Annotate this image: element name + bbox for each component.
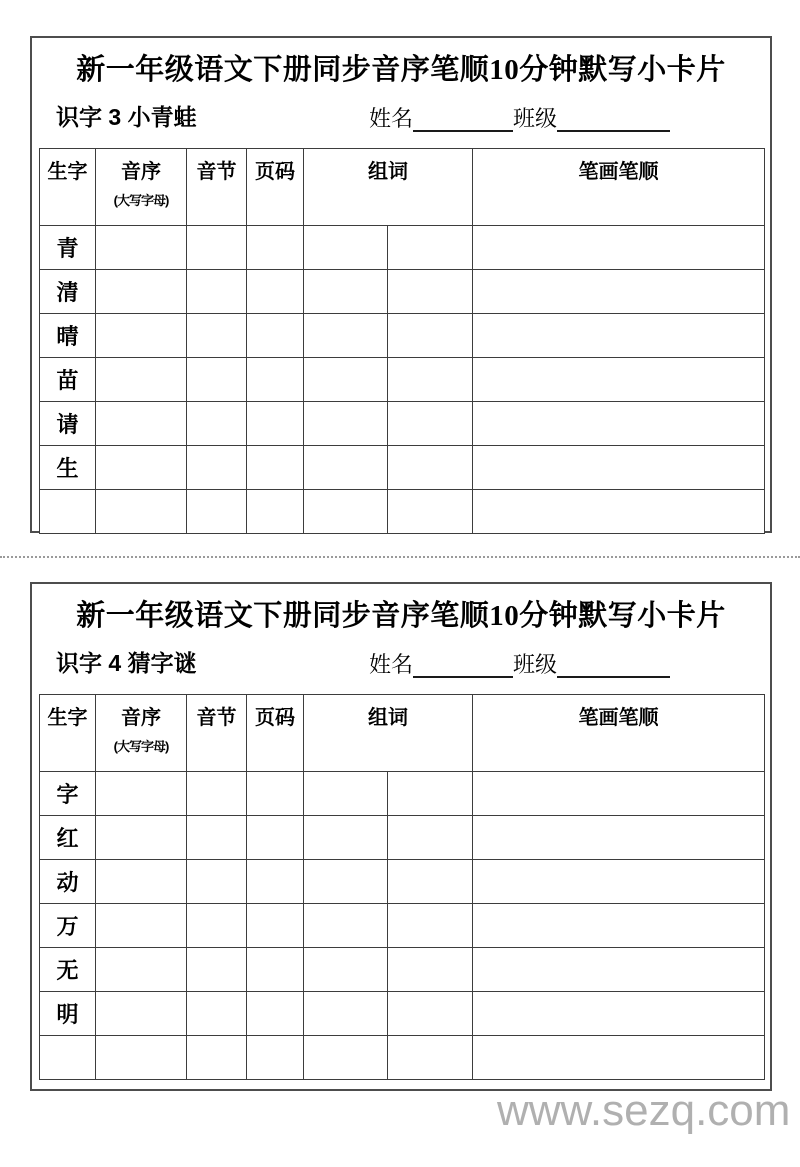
table-row (40, 314, 765, 358)
char-cell: 万 (40, 904, 96, 948)
empty-cell (96, 1036, 187, 1080)
table-row (40, 226, 765, 270)
empty-cell (247, 446, 304, 490)
empty-cell (187, 314, 247, 358)
empty-cell (187, 948, 247, 992)
empty-cell (304, 490, 388, 534)
name-label: 姓名 (368, 652, 413, 677)
empty-cell (247, 314, 304, 358)
empty-cell (473, 490, 765, 534)
empty-cell (96, 226, 187, 270)
empty-cell (247, 490, 304, 534)
card-title: 新一年级语文下册同步音序笔顺10分钟默写小卡片 (76, 54, 726, 86)
name-label: 姓名 (368, 106, 413, 131)
char-cell (40, 490, 96, 534)
name-blank-line (413, 106, 513, 132)
card-title: 新一年级语文下册同步音序笔顺10分钟默写小卡片 (76, 600, 726, 632)
empty-cell (473, 358, 765, 402)
class-label: 班级 (512, 652, 557, 677)
empty-cell (388, 904, 473, 948)
empty-cell (388, 816, 473, 860)
empty-cell (187, 358, 247, 402)
empty-cell (388, 270, 473, 314)
empty-cell (473, 1036, 765, 1080)
empty-cell (247, 358, 304, 402)
char-cell: 晴 (40, 314, 96, 358)
watermark: www.sezq.com (497, 1086, 791, 1135)
empty-cell (473, 270, 765, 314)
empty-cell (247, 772, 304, 816)
empty-cell (96, 860, 187, 904)
dictation-table (39, 694, 765, 1080)
header-sound-order (96, 149, 187, 226)
empty-cell (247, 904, 304, 948)
char-cell: 生 (40, 446, 96, 490)
empty-cell (304, 226, 388, 270)
meta-row (32, 644, 770, 678)
empty-cell (388, 402, 473, 446)
name-blank-line (413, 652, 513, 678)
empty-cell (304, 402, 388, 446)
meta-row (32, 98, 770, 132)
empty-cell (187, 992, 247, 1036)
empty-cell (388, 772, 473, 816)
empty-cell (304, 772, 388, 816)
table-row (40, 948, 765, 992)
table-row (40, 1036, 765, 1080)
empty-cell (247, 402, 304, 446)
empty-cell (247, 992, 304, 1036)
class-label: 班级 (512, 106, 557, 131)
empty-cell (247, 270, 304, 314)
empty-cell (187, 270, 247, 314)
empty-cell (187, 860, 247, 904)
empty-cell (96, 816, 187, 860)
char-cell: 清 (40, 270, 96, 314)
empty-cell (247, 1036, 304, 1080)
empty-cell (473, 446, 765, 490)
empty-cell (247, 860, 304, 904)
empty-cell (187, 446, 247, 490)
header-sound-order (96, 695, 187, 772)
worksheet-card-1 (30, 36, 772, 533)
table-row (40, 358, 765, 402)
empty-cell (304, 948, 388, 992)
char-cell: 字 (40, 772, 96, 816)
header-sound-order-label: 音序 (121, 707, 161, 729)
header-words: 组词 (304, 149, 473, 226)
empty-cell (388, 948, 473, 992)
table-row (40, 270, 765, 314)
name-class-fields (369, 652, 670, 678)
empty-cell (473, 772, 765, 816)
empty-cell (304, 270, 388, 314)
worksheet-page (0, 36, 800, 1167)
empty-cell (187, 816, 247, 860)
char-cell: 明 (40, 992, 96, 1036)
empty-cell (187, 402, 247, 446)
empty-cell (304, 314, 388, 358)
empty-cell (473, 904, 765, 948)
header-row (40, 695, 765, 772)
empty-cell (247, 816, 304, 860)
header-strokes: 笔画笔顺 (473, 149, 765, 226)
empty-cell (96, 772, 187, 816)
empty-cell (473, 402, 765, 446)
empty-cell (473, 860, 765, 904)
empty-cell (187, 226, 247, 270)
empty-cell (304, 992, 388, 1036)
empty-cell (388, 1036, 473, 1080)
empty-cell (388, 314, 473, 358)
header-char: 生字 (40, 149, 96, 226)
empty-cell (304, 860, 388, 904)
empty-cell (473, 992, 765, 1036)
lesson-label: 识字 4 猜字谜 (56, 650, 197, 676)
dotted-separator (0, 556, 800, 558)
empty-cell (247, 226, 304, 270)
empty-cell (388, 358, 473, 402)
char-cell: 青 (40, 226, 96, 270)
table-row (40, 992, 765, 1036)
char-cell: 苗 (40, 358, 96, 402)
table-row (40, 402, 765, 446)
name-class-fields (369, 106, 670, 132)
empty-cell (247, 948, 304, 992)
empty-cell (473, 226, 765, 270)
empty-cell (473, 816, 765, 860)
header-words: 组词 (304, 695, 473, 772)
empty-cell (304, 904, 388, 948)
header-page: 页码 (247, 149, 304, 226)
empty-cell (304, 446, 388, 490)
empty-cell (388, 490, 473, 534)
worksheet-card-2 (30, 582, 772, 1091)
header-page: 页码 (247, 695, 304, 772)
empty-cell (96, 904, 187, 948)
empty-cell (388, 860, 473, 904)
empty-cell (96, 402, 187, 446)
empty-cell (96, 270, 187, 314)
char-cell: 无 (40, 948, 96, 992)
empty-cell (473, 948, 765, 992)
empty-cell (304, 358, 388, 402)
empty-cell (187, 1036, 247, 1080)
header-row (40, 149, 765, 226)
empty-cell (187, 772, 247, 816)
empty-cell (187, 490, 247, 534)
table-row (40, 772, 765, 816)
empty-cell (96, 992, 187, 1036)
empty-cell (187, 904, 247, 948)
empty-cell (388, 446, 473, 490)
char-cell: 动 (40, 860, 96, 904)
header-syllable: 音节 (187, 149, 247, 226)
table-row (40, 860, 765, 904)
empty-cell (96, 446, 187, 490)
empty-cell (96, 490, 187, 534)
char-cell: 请 (40, 402, 96, 446)
header-syllable: 音节 (187, 695, 247, 772)
dictation-table (39, 148, 765, 534)
header-sound-order-label: 音序 (121, 161, 161, 183)
empty-cell (473, 314, 765, 358)
class-blank-line (557, 106, 670, 132)
char-cell: 红 (40, 816, 96, 860)
empty-cell (304, 1036, 388, 1080)
header-sound-order-note: (大写字母) (113, 739, 169, 754)
table-row (40, 904, 765, 948)
header-strokes: 笔画笔顺 (473, 695, 765, 772)
table-row (40, 816, 765, 860)
header-sound-order-note: (大写字母) (113, 193, 169, 208)
empty-cell (96, 314, 187, 358)
lesson-label: 识字 3 小青蛙 (56, 104, 197, 130)
table-row (40, 446, 765, 490)
empty-cell (388, 992, 473, 1036)
table-row (40, 490, 765, 534)
empty-cell (96, 358, 187, 402)
class-blank-line (557, 652, 670, 678)
empty-cell (388, 226, 473, 270)
empty-cell (304, 816, 388, 860)
empty-cell (96, 948, 187, 992)
header-char: 生字 (40, 695, 96, 772)
char-cell (40, 1036, 96, 1080)
